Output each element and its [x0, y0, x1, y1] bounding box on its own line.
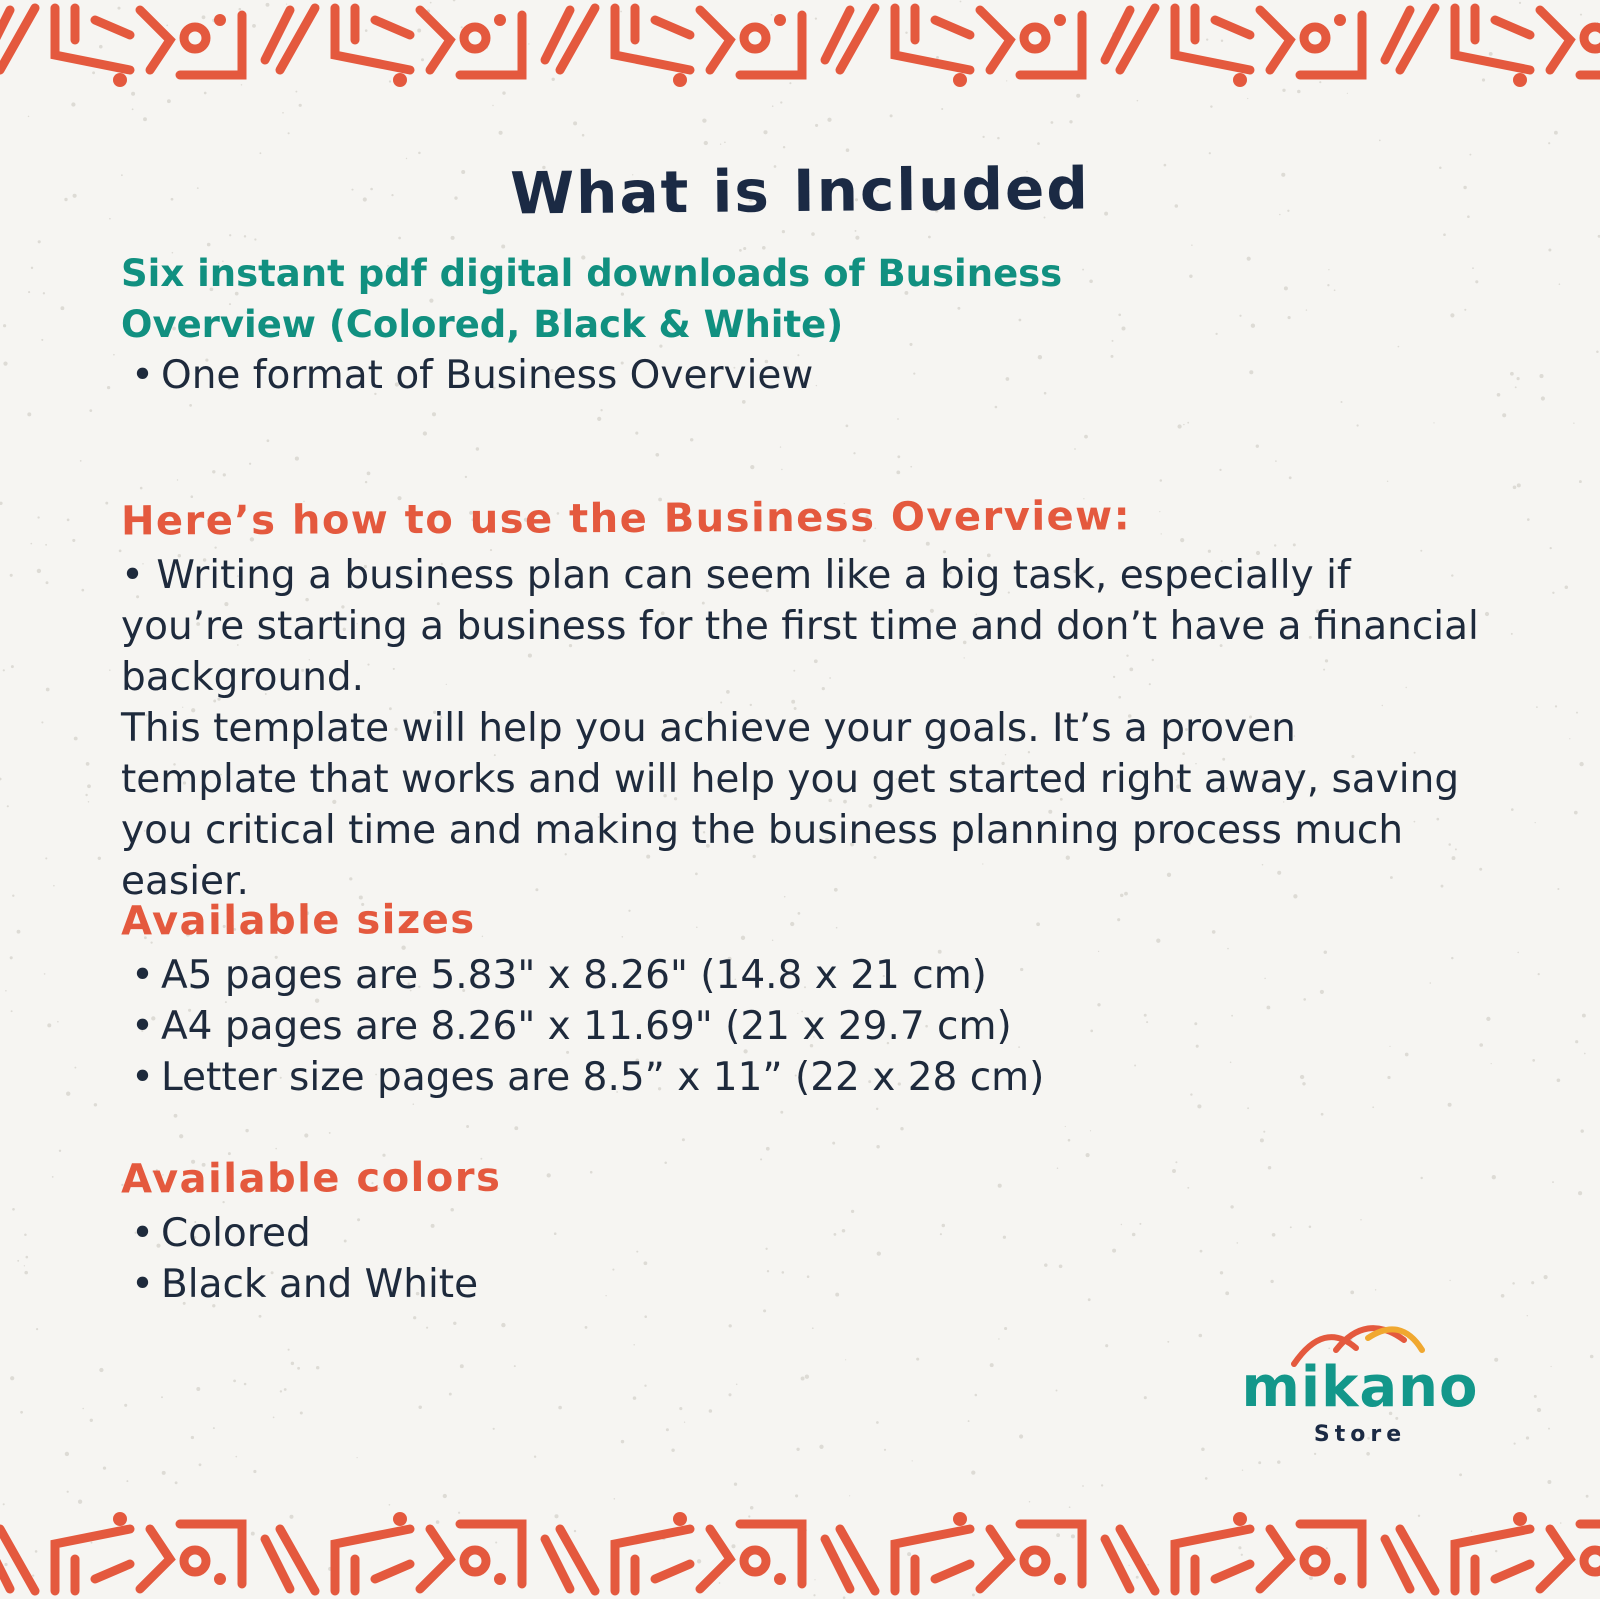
- included-list: [121, 350, 1481, 401]
- usage-paragraph-2: This template will help you achieve your goals. It’s a proven template that works and will help you get started right away, saving you critical time and making the business planning process much easier.: [121, 706, 1460, 904]
- included-highlight: Six instant pdf digital downloads of Business Overview (Colored, Black & White): [121, 252, 1063, 346]
- top-decorative-border: [0, 0, 1600, 90]
- sizes-list: [121, 950, 1481, 1103]
- list-item: • A4 pages are 8.26" x 11.69" (21 x 29.7 cm): [131, 1004, 1012, 1049]
- sizes-heading: Available sizes: [120, 896, 476, 945]
- usage-heading: Here’s how to use the Business Overview:: [120, 493, 1132, 545]
- logo-subtitle: Store: [1313, 1422, 1407, 1447]
- colors-list: [121, 1208, 1481, 1310]
- list-item: • Black and White: [131, 1262, 479, 1307]
- list-item: • Letter size pages are 8.5” x 11” (22 x 28 cm): [131, 1055, 1045, 1100]
- list-item: • One format of Business Overview: [131, 353, 814, 398]
- list-item: • Colored: [131, 1211, 311, 1256]
- sizes-section: [121, 890, 1481, 1103]
- mikano-store-logo: [1236, 1318, 1484, 1448]
- colors-section: [121, 1148, 1481, 1310]
- colors-heading: Available colors: [120, 1154, 502, 1203]
- logo-wordmark: mikano: [1241, 1355, 1479, 1420]
- included-section: [121, 248, 1481, 401]
- bottom-decorative-border: [0, 1509, 1600, 1599]
- usage-section: [121, 490, 1481, 907]
- usage-paragraph-1: • Writing a business plan can seem like a big task, especially if you’re starting a business for the first time and don’t have a financial background.: [121, 553, 1479, 700]
- page-title: What is Included: [509, 154, 1091, 228]
- list-item: • A5 pages are 5.83" x 8.26" (14.8 x 21 cm): [131, 953, 987, 998]
